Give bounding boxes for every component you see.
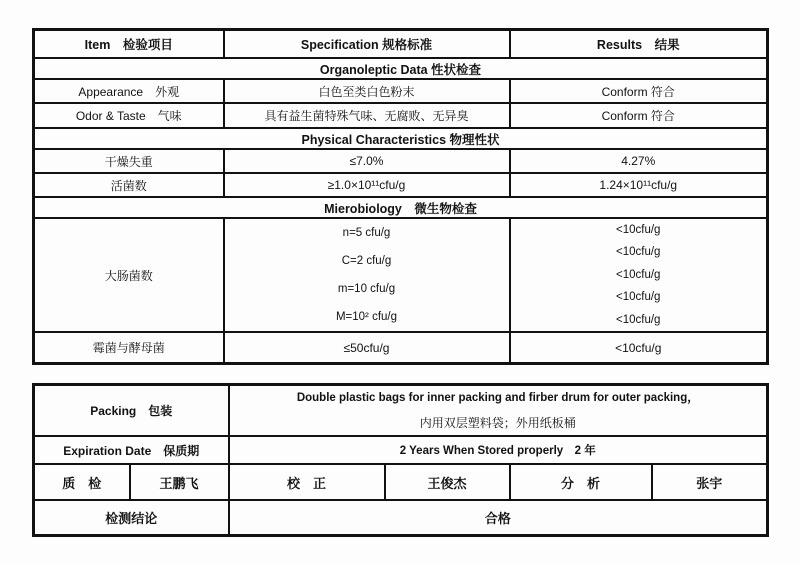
coliform-spec-lines	[225, 219, 509, 331]
section-title-microbiology: Mierobiology 微生物检查	[34, 197, 768, 218]
section-row-organoleptic	[34, 58, 768, 79]
coliform-spec-cell	[224, 218, 510, 332]
viable-item-cell: 活菌数	[34, 173, 224, 197]
table-row-odor-taste	[34, 103, 768, 128]
coliform-item-cell: 大肠菌数	[34, 218, 224, 332]
loss-spec-cell: ≤7.0%	[224, 149, 510, 173]
coliform-spec-line: M=10² cfu/g	[335, 311, 398, 324]
viable-spec-cell: ≥1.0×10¹¹cfu/g	[224, 173, 510, 197]
packing-value-cell	[229, 385, 768, 437]
header-cell-results: Results 结果	[510, 30, 768, 59]
packing-label-cell: Packing 包装	[34, 385, 229, 437]
loss-item-cell: 干燥失重	[34, 149, 224, 173]
viable-result-cell: 1.24×10¹¹cfu/g	[510, 173, 768, 197]
table-row-conclusion	[34, 500, 768, 536]
section-title-organoleptic: Organoleptic Data 性状检查	[34, 58, 768, 79]
odor-result-cell: Conform 符合	[510, 103, 768, 128]
conclusion-value-cell: 合格	[229, 500, 768, 536]
loss-result-cell: 4.27%	[510, 149, 768, 173]
section-row-microbiology	[34, 197, 768, 218]
table-row-packing	[34, 385, 768, 437]
section-row-physical	[34, 128, 768, 149]
appearance-result-cell: Conform 符合	[510, 79, 768, 103]
coliform-result-cell	[510, 218, 768, 332]
analysis-name-cell: 张宇	[652, 464, 768, 500]
expiration-label-cell: Expiration Date 保质期	[34, 436, 229, 464]
calibration-label-cell: 校 正	[229, 464, 385, 500]
packing-signoff-table	[32, 383, 769, 537]
yeast-result-cell: <10cfu/g	[510, 332, 768, 364]
coliform-result-line: <10cfu/g	[616, 246, 661, 259]
header-cell-item: Item 检验项目	[34, 30, 224, 59]
odor-item-cell: Odor & Taste 气味	[34, 103, 224, 128]
coliform-spec-line: n=5 cfu/g	[342, 227, 391, 240]
table-row-signoff	[34, 464, 768, 500]
table-row-viable-count	[34, 173, 768, 197]
coliform-result-line: <10cfu/g	[616, 268, 661, 281]
packing-line-english: Double plastic bags for inner packing and firber drum for outer packing，	[296, 392, 699, 404]
coliform-spec-line: C=2 cfu/g	[341, 255, 392, 268]
table-row-coliforms	[34, 218, 768, 332]
conclusion-label-cell: 检测结论	[34, 500, 229, 536]
packing-line-chinese: 内用双层塑料袋；外用纸板桶	[419, 416, 576, 430]
table-row-expiration	[34, 436, 768, 464]
table-header-row	[34, 30, 768, 59]
spec-results-table	[32, 28, 769, 365]
expiration-value-cell: 2 Years When Stored properly 2 年	[229, 436, 768, 464]
yeast-item-cell: 霉菌与酵母菌	[34, 332, 224, 364]
section-title-physical: Physical Characteristics 物理性状	[34, 128, 768, 149]
coliform-result-lines	[511, 219, 767, 331]
analysis-label-cell: 分 析	[510, 464, 652, 500]
coliform-result-line: <10cfu/g	[616, 291, 661, 304]
coliform-result-line: <10cfu/g	[616, 224, 661, 236]
calibration-name-cell: 王俊杰	[385, 464, 510, 500]
table-row-yeast-mold	[34, 332, 768, 364]
table-row-loss-on-drying	[34, 149, 768, 173]
odor-spec-cell: 具有益生菌特殊气味、无腐败、无异臭	[224, 103, 510, 128]
appearance-spec-cell: 白色至类白色粉末	[224, 79, 510, 103]
table-row-appearance	[34, 79, 768, 103]
header-cell-specification: Specification 规格标准	[224, 30, 510, 59]
coliform-spec-line: m=10 cfu/g	[337, 283, 396, 296]
coliform-result-line: <10cfu/g	[616, 313, 661, 326]
qc-label-cell: 质 检	[34, 464, 130, 500]
yeast-spec-cell: ≤50cfu/g	[224, 332, 510, 364]
appearance-item-cell: Appearance 外观	[34, 79, 224, 103]
qc-name-cell: 王鹏飞	[130, 464, 229, 500]
